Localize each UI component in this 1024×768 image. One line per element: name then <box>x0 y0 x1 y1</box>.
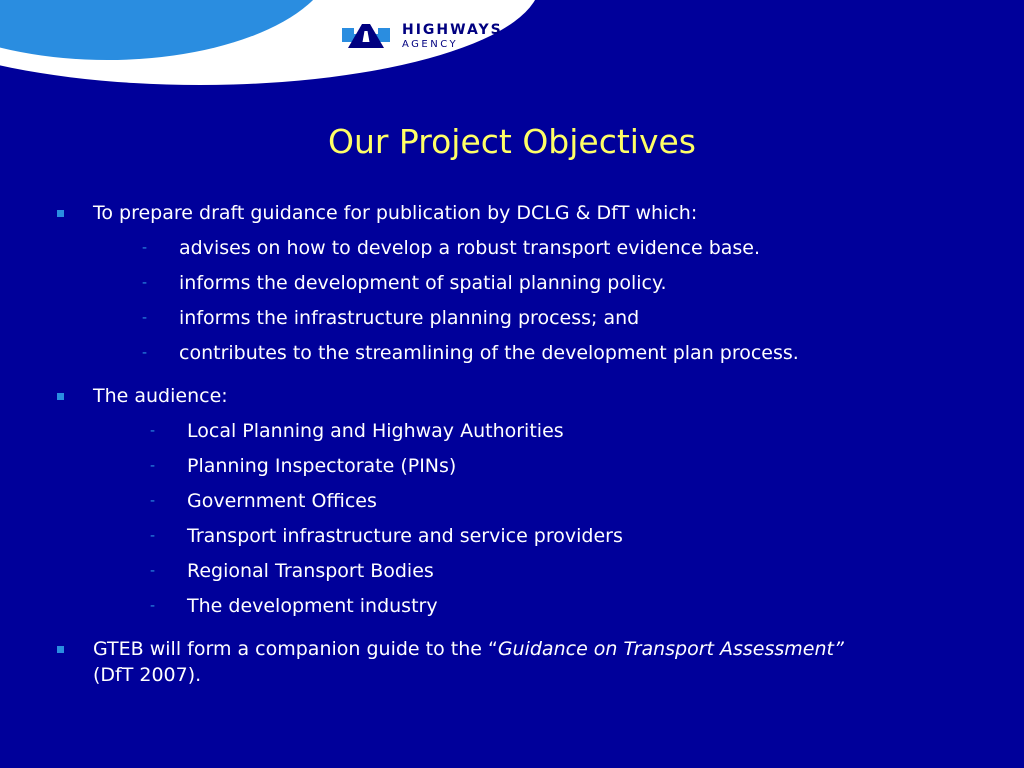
list-item <box>93 340 985 375</box>
list-item <box>93 235 985 270</box>
dash-bullet: - <box>142 240 148 256</box>
bullet-purpose <box>55 200 985 375</box>
list-item-text: informs the development of spatial planning policy. <box>179 272 667 294</box>
list-item <box>93 523 985 558</box>
list-item-text: Local Planning and Highway Authorities <box>187 420 564 442</box>
list-item <box>93 418 985 453</box>
gteb-text-after: (DfT 2007). <box>93 664 202 686</box>
dash-bullet: - <box>150 563 156 579</box>
bullet-text: To prepare draft guidance for publication by DCLG & DfT which: <box>93 202 698 224</box>
sub-list-audience <box>93 418 985 628</box>
dash-bullet: - <box>150 493 156 509</box>
dash-bullet: - <box>142 345 148 361</box>
list-item <box>93 558 985 593</box>
list-item-text: Planning Inspectorate (PINs) <box>187 455 457 477</box>
list-item <box>93 593 985 628</box>
list-item-text: informs the infrastructure planning process; and <box>179 307 640 329</box>
dash-bullet: - <box>150 458 156 474</box>
square-bullet-icon <box>57 393 64 400</box>
list-item-text: Transport infrastructure and service providers <box>187 525 623 547</box>
list-item-text: Regional Transport Bodies <box>187 560 434 582</box>
sub-list-purpose <box>93 235 985 375</box>
bullet-audience <box>55 383 985 628</box>
list-item <box>93 305 985 340</box>
dash-bullet: - <box>150 598 156 614</box>
gteb-text-before: GTEB will form a companion guide to the “ <box>93 638 498 660</box>
slide-content <box>55 200 985 696</box>
highways-agency-logo <box>340 22 503 50</box>
dash-bullet: - <box>142 275 148 291</box>
gteb-title-italic: Guidance on Transport Assessment” <box>497 638 844 660</box>
list-item-text: contributes to the streamlining of the development plan process. <box>179 342 799 364</box>
list-item <box>93 270 985 305</box>
list-item <box>93 488 985 523</box>
bullet-text: The audience: <box>93 385 228 407</box>
list-item-text: The development industry <box>187 595 438 617</box>
dash-bullet: - <box>150 528 156 544</box>
bullet-gteb <box>55 636 985 688</box>
dash-bullet: - <box>150 423 156 439</box>
logo-text-agency: AGENCY <box>402 38 459 50</box>
list-item-text: Government Offices <box>187 490 377 512</box>
list-item <box>93 453 985 488</box>
square-bullet-icon <box>57 210 64 217</box>
square-bullet-icon <box>57 646 64 653</box>
slide-title: Our Project Objectives <box>327 122 696 161</box>
logo-text-highways: HIGHWAYS <box>402 21 503 38</box>
highways-logo-icon <box>340 22 392 50</box>
dash-bullet: - <box>142 310 148 326</box>
list-item-text: advises on how to develop a robust transport evidence base. <box>179 237 761 259</box>
